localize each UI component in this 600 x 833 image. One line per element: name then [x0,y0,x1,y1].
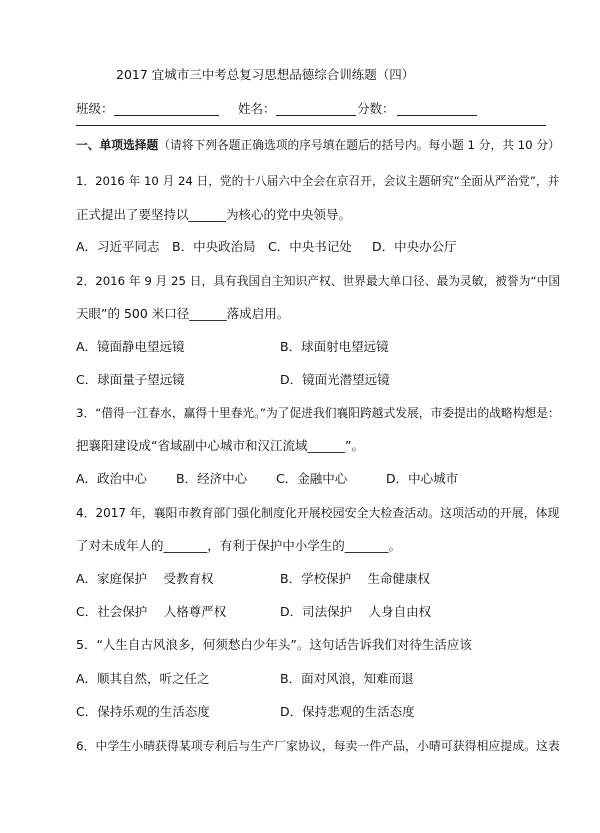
question-5-option-d: D．保持悲观的生活态度 [280,704,415,719]
header-divider [76,125,546,126]
question-5-option-b: B．面对风浪，知难而退 [280,671,414,686]
score-blank [397,101,477,116]
question-2-option-b: B．球面射电望远镜 [280,339,389,354]
question-1-line-2: 正式提出了要坚持以______为核心的党中央领导。 [76,207,352,222]
question-5-option-c: C．保持乐观的生活态度 [76,704,210,719]
question-4-line-1: 4．2017 年，襄阳市教育部门强化制度化开展校园安全大检查活动。这项活动的开展，体现 [76,506,560,520]
question-6-line-1: 6．中学生小晴获得某项专利后与生产厂家协议，每卖一件产品，小晴可获得相应提成。这表 [76,739,560,753]
question-4-option-d: D．司法保护 人身自由权 [280,604,432,619]
class-blank [114,101,219,116]
question-3-option-d: D．中心城市 [386,471,459,486]
question-2-option-d: D．镜面光潜望远镜 [280,372,390,387]
question-1-option-a: A．习近平同志 [76,239,160,254]
question-5-line-1: 5．“人生自古风浪多，何须愁白少年头”。这句话告诉我们对待生活应该 [76,637,472,652]
question-1-line-1: 1．2016 年 10 月 24 日，党的十八届六中全会在京召开，会议主题研究“全面从严治党”，并 [76,174,560,188]
question-2-line-1: 2．2016 年 9 月 25 日，具有我国自主知识产权、世界最大单口径、最为灵敏，被誉为“中国 [76,274,561,288]
question-2-option-a: A．镜面静电望远镜 [76,339,185,354]
question-4-option-b: B．学校保护 生命健康权 [280,571,431,586]
question-4-line-2: 了对未成年人的_______，有利于保护中小学生的_______。 [76,538,402,553]
question-3-option-b: B．经济中心 [176,471,248,486]
section-instructions: （请将下列各题正确选项的序号填在题后的括号内。每小题 1 分，共 10 分） [158,138,560,152]
question-3-line-2: 把襄阳建设成“省域副中心城市和汉江流域______”。 [76,438,364,453]
name-label: 姓名： [238,101,276,116]
question-5-option-a: A．顺其自然，听之任之 [76,671,210,686]
question-3-option-a: A．政治中心 [76,471,148,486]
score-label: 分数： [357,101,395,116]
section-title: 一、单项选择题 [76,138,159,152]
question-3-line-1: 3．“借得一江春水，赢得十里春光。”为了促进我们襄阳跨越式发展，市委提出的战略构想是： [76,406,560,420]
question-4-option-a: A．家庭保护 受教育权 [76,571,214,586]
question-1-option-c: C．中央书记处 [268,239,352,254]
exam-title: 2017 宜城市三中考总复习思想品德综合训练题（四） [116,67,415,82]
question-4-option-c: C．社会保护 人格尊严权 [76,604,227,619]
name-blank [276,101,356,116]
question-2-line-2: 天眼”的 500 米口径______落成启用。 [76,306,290,321]
question-1-option-d: D．中央办公厅 [372,239,457,254]
question-2-option-c: C．球面量子望远镜 [76,372,185,387]
question-3-option-c: C．金融中心 [276,471,348,486]
section-heading [76,136,560,154]
class-label: 班级： [76,101,114,116]
question-1-option-b: B．中央政治局 [172,239,256,254]
